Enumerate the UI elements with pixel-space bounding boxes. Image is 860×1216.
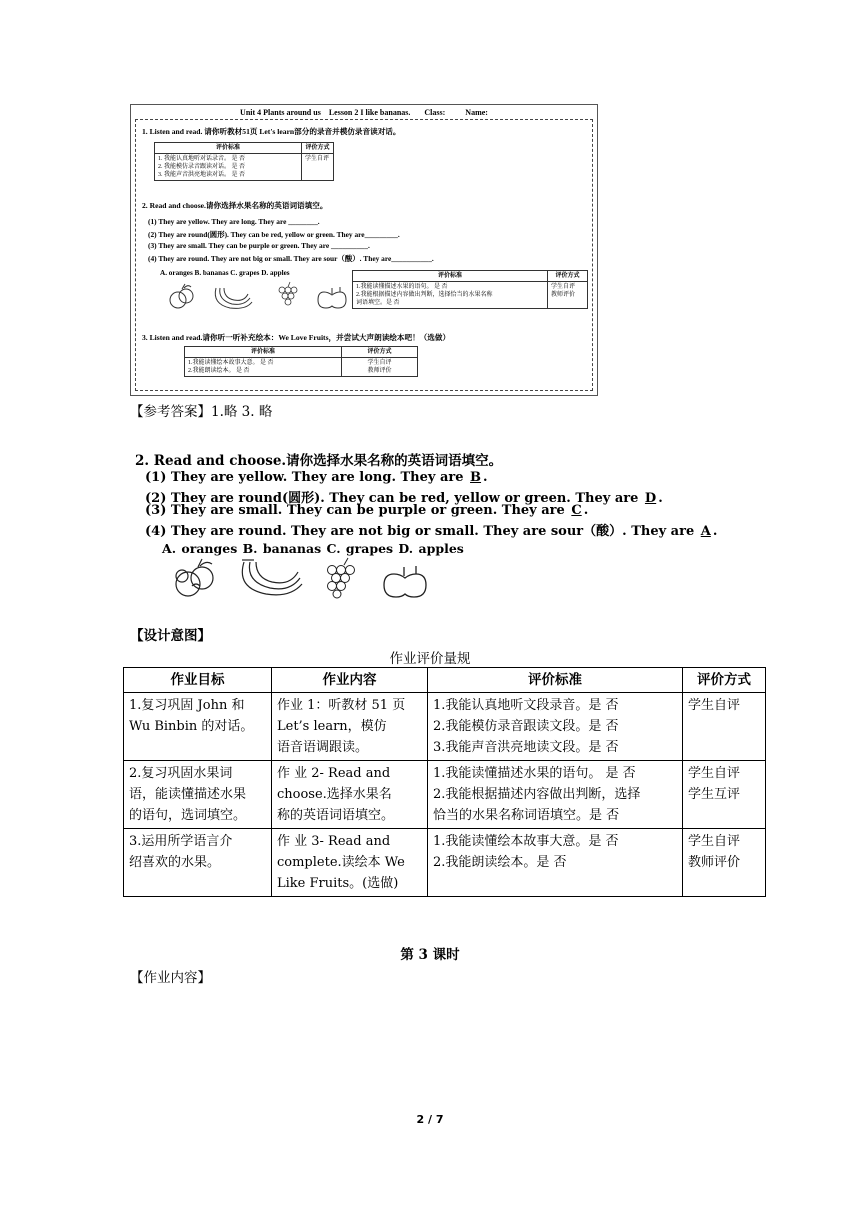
ws-s2-head-method: 评价方式 [548,271,588,282]
ws-grapes-icon [279,282,297,305]
ws-section3-table [184,346,418,377]
answer-blank: C [571,503,582,518]
question2-heading: 2. Read and choose.请你选择水果名称的英语词语填空。 [135,453,503,469]
row1-method: 学生自评 [683,693,766,761]
row1-criteria: 1.我能认真地听文段录音。是 否 2.我能模仿录音跟读文段。是 否 3.我能声音洪亮地读文段。是 否 [428,693,683,761]
ws-s3-criteria: 1.我能读懂绘本故事大意。 是 否 2.我能朗读绘本。 是 否 [185,358,342,377]
ws-s1-criteria: 1. 我能认真地听对话录音。 是 否 2. 我能模仿录音跟读对话。 是 否 3. 我能声音洪亮地读对话。 是 否 [155,154,302,181]
design-intent-heading: 【设计意图】 [130,628,211,644]
question2-line-3: (3) They are small. They can be purple or green. They are C . [145,503,589,518]
header-method: 评价方式 [683,668,766,693]
rubric-table [123,667,766,897]
ws-s2-head-criteria: 评价标准 [353,271,548,282]
ws-apples-icon [318,287,346,308]
table-row [124,693,766,761]
reference-answer: 【参考答案】1.略 3. 略 [130,404,273,420]
ws-s2-line-1: (1) They are yellow. They are long. They are ________. [148,217,320,226]
row2-method: 学生自评 学生互评 [683,761,766,829]
ws-section2-heading: 2. Read and choose.请你选择水果名称的英语词语填空。 [142,201,328,210]
rubric-title: 作业评价量规 [389,651,471,667]
bananas-icon [242,560,302,595]
ws-s3-method: 学生自评 教师评价 [342,358,418,377]
oranges-icon [176,559,213,596]
row1-goal: 1.复习巩固 John 和 Wu Binbin 的对话。 [124,693,272,761]
ws-s2-method: 学生自评 教师评价 [548,282,588,309]
ws-s2-line-3: (3) They are small. They can be purple or green. They are __________. [148,241,370,250]
grapes-icon [328,558,355,598]
worksheet-image [130,104,598,396]
row3-criteria: 1.我能读懂绘本故事大意。是 否 2.我能朗读绘本。是 否 [428,829,683,897]
row1-content: 作业 1：听教材 51 页 Let’s learn，模仿 语音语调跟读。 [272,693,428,761]
fruit-pictures [168,556,448,600]
row3-content: 作 业 3- Read and complete.读绘本 We Like Fruits。(选做) [272,829,428,897]
row2-goal: 2.复习巩固水果词 语，能读懂描述水果 的语句，选词填空。 [124,761,272,829]
ws-bananas-icon [215,288,252,308]
ws-s2-options: A. oranges B. bananas C. grapes D. apples [160,269,290,277]
ws-section1-heading: 1. Listen and read. 请你听教材51页 Let's learn部分的录音并模仿录音读对话。 [142,127,401,136]
homework-content-heading: 【作业内容】 [130,970,211,986]
ws-s1-head-method: 评价方式 [302,143,334,154]
question2-line-2: (2) They are round(圆形). They can be red, yellow or green. They are D . [145,491,663,506]
ws-s1-method: 学生自评 [302,154,334,181]
question2-line-4: (4) They are round. They are not big or small. They are sour（酸）. They are A . [145,524,718,539]
question2-options: A. oranges B. bananas C. grapes D. apples [162,541,464,556]
ws-fruit-pictures [164,280,354,312]
row3-method: 学生自评 教师评价 [683,829,766,897]
table-row [124,829,766,897]
ws-section1-table [154,142,334,181]
table-row [124,761,766,829]
worksheet-body [135,119,593,391]
ws-section3-heading: 3. Listen and read.请你听一听补充绘本：We Love Fruits，并尝试大声朗读绘本吧！（选做） [142,333,451,342]
answer-blank: B [470,470,482,485]
row2-content: 作 业 2- Read and choose.选择水果名 称的英语词语填空。 [272,761,428,829]
ws-s2-line-2: (2) They are round(圆形). They can be red, yellow or green. They are_________. [148,230,400,239]
question2-line-1: (1) They are yellow. They are long. They are B . [145,470,488,485]
page-number: 2 / 7 [416,1113,444,1126]
ws-s2-criteria: 1.我能读懂描述水果的语句。 是 否 2.我能根据描述内容做出判断，选择恰当的水果名称 词语填空。是 否 [353,282,548,309]
header-criteria: 评价标准 [428,668,683,693]
rubric-header-row [124,668,766,693]
header-goal: 作业目标 [124,668,272,693]
row3-goal: 3.运用所学语言介 绍喜欢的水果。 [124,829,272,897]
ws-s2-line-4: (4) They are round. They are not big or small. They are sour（酸）. They are___________. [148,254,434,263]
ws-s3-head-method: 评价方式 [342,347,418,358]
answer-blank: D [644,491,657,506]
lesson-heading: 第 3 课时 [400,947,460,963]
row2-criteria: 1.我能读懂描述水果的语句。 是 否 2.我能根据描述内容做出判断，选择 恰当的水果名称词语填空。是 否 [428,761,683,829]
answer-blank: A [700,524,711,539]
apples-icon [384,566,426,597]
ws-s1-head-criteria: 评价标准 [155,143,302,154]
header-content: 作业内容 [272,668,428,693]
ws-oranges-icon [170,284,193,308]
worksheet-header: Unit 4 Plants around us Lesson 2 I like bananas. Class: Name: [240,108,488,117]
ws-section2-table [352,270,588,309]
ws-s3-head-criteria: 评价标准 [185,347,342,358]
